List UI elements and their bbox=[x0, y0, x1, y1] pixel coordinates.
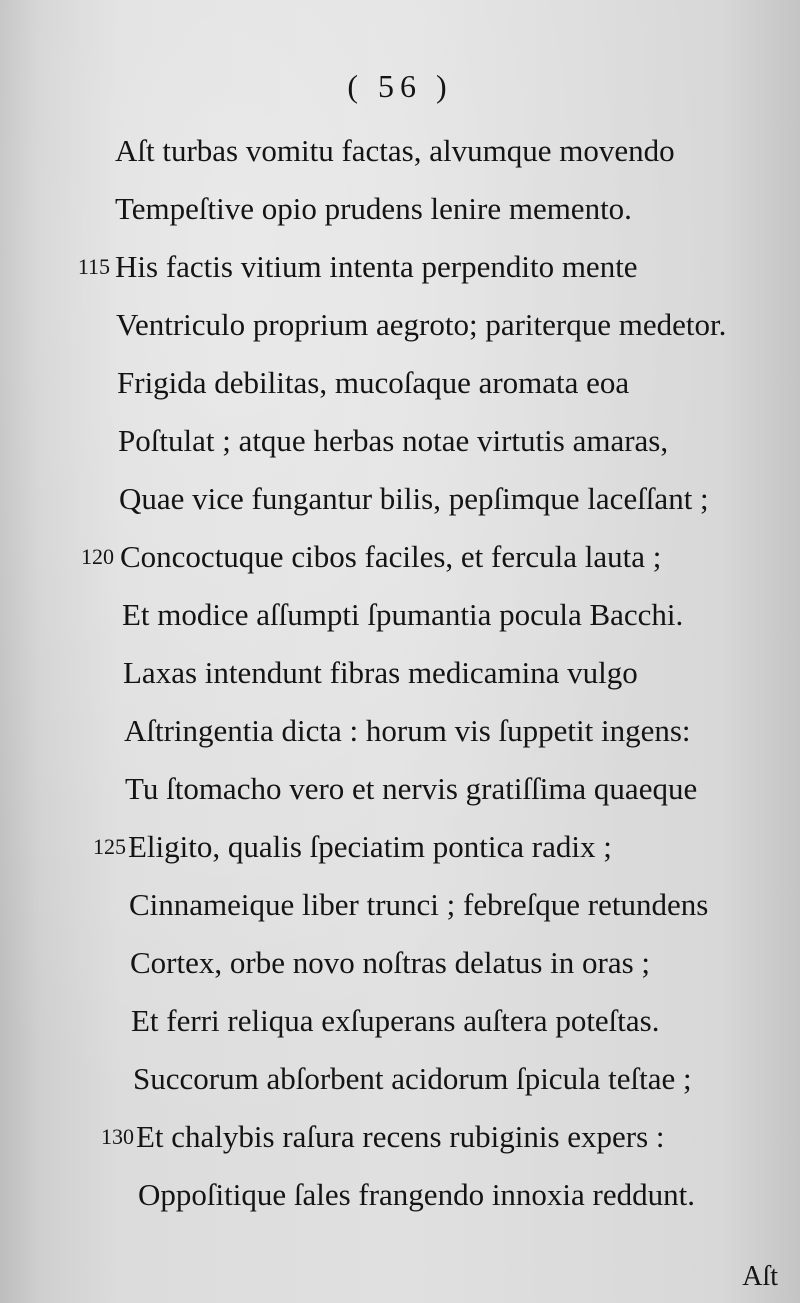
verse-line: Tempeſtive opio prudens lenire memento. bbox=[115, 191, 632, 226]
verse-number: 130 bbox=[101, 1124, 134, 1149]
verse-number: 125 bbox=[93, 834, 126, 859]
verse-line: Succorum abſorbent acidorum ſpicula teſtae ; bbox=[133, 1061, 692, 1096]
page-number: ( 56 ) bbox=[347, 68, 453, 104]
verse-line: Cinnameique liber trunci ; febreſque retundens bbox=[129, 887, 709, 922]
verse-line: Et ferri reliqua exſuperans auſtera poteſtas. bbox=[131, 1003, 660, 1038]
verse-line: Poſtulat ; atque herbas notae virtutis amaras, bbox=[118, 423, 669, 458]
verse-line: Concoctuque cibos faciles, et fercula lauta ; bbox=[120, 539, 662, 574]
verse-line: Et chalybis raſura recens rubiginis expers : bbox=[136, 1119, 665, 1154]
verse-line: His factis vitium intenta perpendito mente bbox=[115, 249, 638, 284]
verse-line: Aſtringentia dicta : horum vis ſuppetit ingens: bbox=[124, 713, 691, 748]
verse-line: Aſt turbas vomitu factas, alvumque movendo bbox=[115, 133, 675, 168]
verse-number: 115 bbox=[77, 254, 110, 279]
verse-line: Et modice aſſumpti ſpumantia pocula Bacchi. bbox=[122, 597, 684, 632]
verse-line: Quae vice fungantur bilis, pepſimque laceſſant ; bbox=[119, 481, 709, 516]
verse-line: Oppoſitique ſales frangendo innoxia reddunt. bbox=[138, 1177, 696, 1212]
verse-number: 120 bbox=[81, 544, 114, 569]
verse-line: Tu ſtomacho vero et nervis gratiſſima quaeque bbox=[125, 771, 698, 806]
verse-line: Frigida debilitas, mucoſaque aromata eoa bbox=[117, 365, 630, 400]
verse-line: Laxas intendunt fibras medicamina vulgo bbox=[123, 655, 638, 690]
verse-line: Eligito, qualis ſpeciatim pontica radix ; bbox=[128, 829, 612, 864]
verse-line: Cortex, orbe novo noſtras delatus in oras ; bbox=[130, 945, 651, 980]
catchword: Aſt bbox=[742, 1261, 778, 1292]
verse-line: Ventriculo proprium aegroto; pariterque medetor. bbox=[116, 307, 727, 342]
